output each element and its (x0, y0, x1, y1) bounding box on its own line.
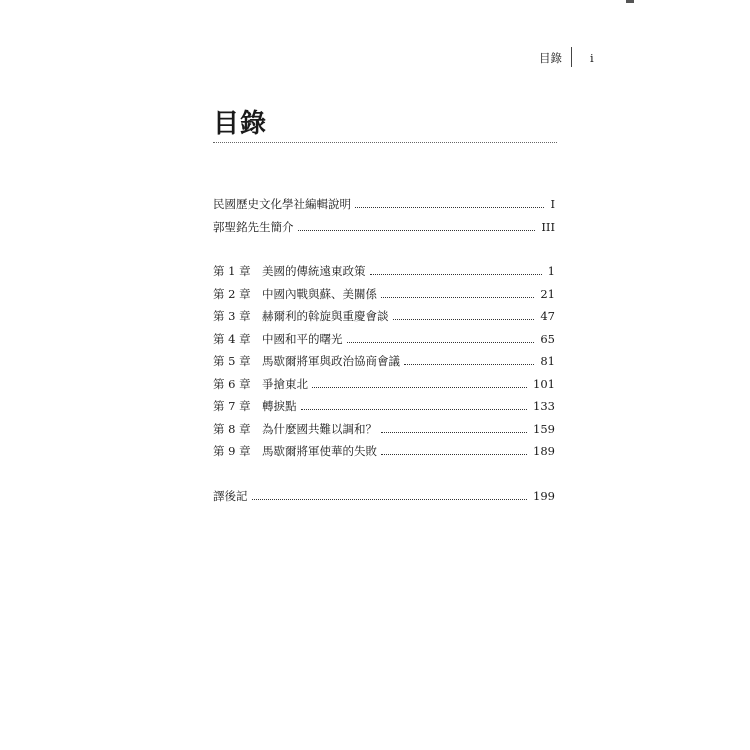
chapter-number: 第 5 章 (213, 354, 251, 368)
toc-entry-chapter-7[interactable] (213, 395, 555, 418)
toc-entry-afterword[interactable] (213, 485, 555, 508)
toc-entry-page: 189 (533, 444, 555, 458)
toc-entry-page: III (541, 219, 555, 234)
back-matter-group (213, 485, 555, 508)
title-rule (213, 142, 557, 143)
toc-entry-chapter-4[interactable] (213, 328, 555, 351)
dot-leader (404, 364, 534, 365)
toc-entry-chapter-9[interactable] (213, 440, 555, 463)
page-title: 目錄 (213, 109, 268, 139)
toc-entry-label: 馬歇爾將軍使華的失敗 (262, 444, 377, 458)
dot-leader (393, 319, 535, 320)
table-of-contents (213, 193, 555, 529)
dot-leader (252, 499, 528, 500)
toc-entry-editorial-note[interactable] (213, 193, 555, 216)
toc-entry-label: 美國的傳統遠東政策 (262, 264, 366, 278)
dot-leader (381, 297, 534, 298)
toc-entry-chapter-6[interactable] (213, 373, 555, 396)
running-head (520, 50, 610, 70)
dot-leader (301, 409, 528, 410)
toc-entry-label: 赫爾利的斡旋與重慶會談 (262, 309, 389, 323)
toc-entry-page: 47 (540, 309, 555, 323)
dot-leader (370, 274, 542, 275)
toc-entry-label: 爭搶東北 (262, 376, 308, 391)
toc-entry-label: 譯後記 (213, 488, 248, 503)
toc-entry-chapter-8[interactable] (213, 418, 555, 441)
toc-entry-page: 159 (533, 421, 555, 436)
toc-entry-page: 81 (540, 354, 555, 368)
dot-leader (312, 387, 527, 388)
toc-entry-label: 中國內戰與蘇、美關係 (262, 286, 377, 301)
dot-leader (381, 432, 527, 433)
running-head-page-number: i (590, 51, 594, 65)
chapter-number: 第 8 章 (213, 421, 251, 436)
chapter-number: 第 2 章 (213, 286, 251, 301)
chapter-number: 第 4 章 (213, 331, 251, 346)
toc-entry-chapter-2[interactable] (213, 283, 555, 306)
toc-entry-label: 轉捩點 (262, 399, 297, 413)
toc-entry-page: 1 (547, 264, 555, 278)
running-head-title: 目錄 (539, 51, 562, 65)
toc-entry-label: 民國歷史文化學社編輯說明 (213, 197, 351, 211)
crop-mark (626, 0, 634, 3)
dot-leader (355, 207, 544, 208)
chapter-number: 第 6 章 (213, 376, 251, 391)
front-matter-group (213, 193, 555, 238)
toc-entry-chapter-3[interactable] (213, 305, 555, 328)
chapter-number: 第 3 章 (213, 309, 251, 323)
toc-entry-label: 為什麼國共難以調和？ (262, 421, 377, 436)
running-head-divider (571, 47, 572, 67)
toc-entry-page: 101 (533, 376, 555, 391)
toc-entry-chapter-5[interactable] (213, 350, 555, 373)
toc-entry-page: 133 (533, 399, 555, 413)
toc-entry-label: 中國和平的曙光 (262, 331, 343, 346)
toc-entry-page: I (550, 197, 555, 211)
toc-entry-page: 199 (533, 488, 555, 503)
toc-entry-author-bio[interactable] (213, 216, 555, 239)
toc-entry-label: 郭聖銘先生簡介 (213, 219, 294, 234)
toc-entry-page: 65 (540, 331, 555, 346)
chapter-number: 第 1 章 (213, 264, 251, 278)
chapter-number: 第 9 章 (213, 444, 251, 458)
chapter-number: 第 7 章 (213, 399, 251, 413)
dot-leader (298, 230, 536, 231)
toc-entry-page: 21 (540, 286, 555, 301)
dot-leader (381, 454, 527, 455)
dot-leader (347, 342, 535, 343)
chapters-group (213, 260, 555, 463)
toc-entry-label: 馬歇爾將軍與政治協商會議 (262, 354, 400, 368)
toc-entry-chapter-1[interactable] (213, 260, 555, 283)
